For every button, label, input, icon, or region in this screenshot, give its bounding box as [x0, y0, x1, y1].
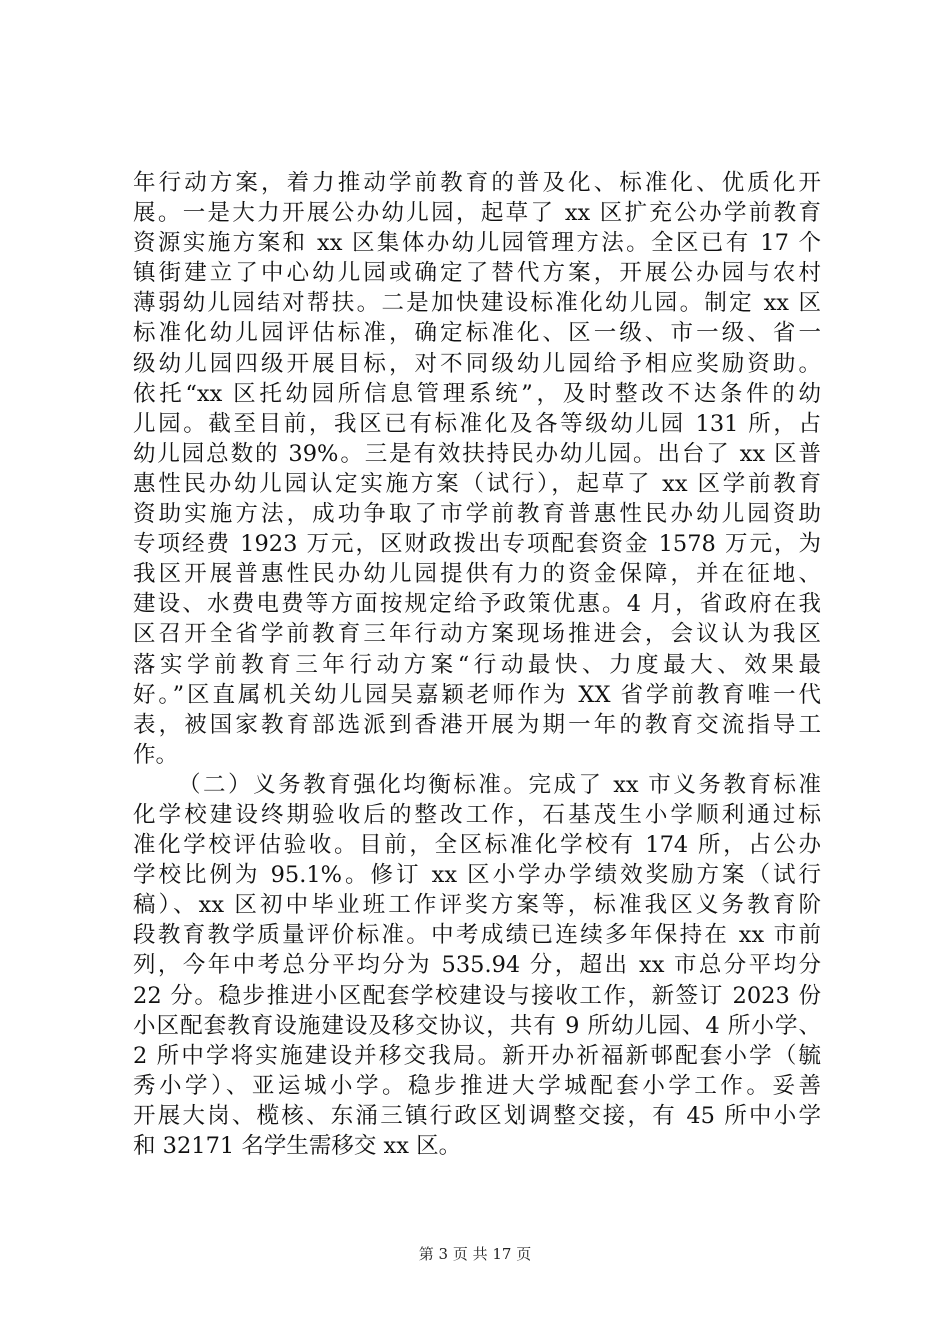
- document-body: [133, 168, 821, 1161]
- text-line: 展。一是大力开展公办幼儿园，起草了 xx 区扩充公办学前教育: [133, 200, 821, 227]
- text-line: 惠性民办幼儿园认定实施方案（试行），起草了 xx 区学前教育: [133, 470, 821, 497]
- text-line: 依托“xx 区托幼园所信息管理系统”，及时整改不达条件的幼: [133, 380, 821, 407]
- text-line: 小区配套教育设施建设及移交协议，共有 9 所幼儿园、4 所小学、: [133, 1012, 821, 1039]
- text-line: 2 所中学将实施建设并移交我局。新开办祈福新邨配套小学（毓: [133, 1042, 821, 1069]
- text-line: 资源实施方案和 xx 区集体办幼儿园管理方法。全区已有 17 个: [133, 230, 821, 257]
- paragraph: [133, 770, 821, 1161]
- text-line: 建设、水费电费等方面按规定给予政策优惠。4 月，省政府在我: [133, 591, 821, 618]
- text-line: 镇街建立了中心幼儿园或确定了替代方案，开展公办园与农村: [133, 260, 821, 287]
- text-line: 专项经费 1923 万元，区财政拨出专项配套资金 1578 万元，为: [133, 531, 821, 558]
- text-line: 表，被国家教育部选派到香港开展为期一年的教育交流指导工: [133, 711, 821, 738]
- text-line: 秀小学）、亚运城小学。稳步推进大学城配套小学工作。妥善: [133, 1072, 821, 1099]
- text-line: 儿园。截至目前，我区已有标准化及各等级幼儿园 131 所，占: [133, 410, 821, 437]
- text-line: 区召开全省学前教育三年行动方案现场推进会，会议认为我区: [133, 621, 821, 648]
- text-line: 资助实施方法，成功争取了市学前教育普惠性民办幼儿园资助: [133, 501, 821, 528]
- text-line: 化学校建设终期验收后的整改工作，石基茂生小学顺利通过标: [133, 801, 821, 828]
- text-line: 开展大岗、榄核、东涌三镇行政区划调整交接，有 45 所中小学: [133, 1102, 821, 1129]
- text-line: 作。: [133, 741, 179, 768]
- text-line: 段教育教学质量评价标准。中考成绩已连续多年保持在 xx 市前: [133, 922, 821, 949]
- text-line: 薄弱幼儿园结对帮扶。二是加快建设标准化幼儿园。制定 xx 区: [133, 290, 821, 317]
- text-line: 22 分。稳步推进小区配套学校建设与接收工作，新签订 2023 份: [133, 982, 821, 1009]
- page-footer: 第 3 页 共 17 页: [418, 1245, 532, 1263]
- paragraph: [133, 168, 821, 770]
- text-line: 级幼儿园四级开展目标，对不同级幼儿园给予相应奖励资助。: [133, 350, 821, 377]
- text-line: 年行动方案，着力推动学前教育的普及化、标准化、优质化开: [133, 170, 821, 196]
- text-line: 我区开展普惠性民办幼儿园提供有力的资金保障，并在征地、: [133, 561, 821, 588]
- text-line: 好。”区直属机关幼儿园吴嘉颖老师作为 XX 省学前教育唯一代: [133, 681, 821, 708]
- text-line: 学校比例为 95.1%。修订 xx 区小学办学绩效奖励方案（试行: [133, 862, 821, 889]
- text-line: 列，今年中考总分平均分为 535.94 分，超出 xx 市总分平均分: [133, 952, 821, 979]
- text-line: 落实学前教育三年行动方案“行动最快、力度最大、效果最: [133, 651, 821, 678]
- text-line: 稿）、xx 区初中毕业班工作评奖方案等，标准我区义务教育阶: [133, 892, 821, 919]
- text-line: 标准化幼儿园评估标准，确定标准化、区一级、市一级、省一: [133, 320, 821, 347]
- text-line: 幼儿园总数的 39%。三是有效扶持民办幼儿园。出台了 xx 区普: [133, 440, 821, 467]
- text-line: 和 32171 名学生需移交 xx 区。: [133, 1133, 462, 1159]
- text-line: 准化学校评估验收。目前，全区标准化学校有 174 所，占公办: [133, 832, 821, 859]
- text-line: （二）义务教育强化均衡标准。完成了 xx 市义务教育标准: [178, 771, 821, 798]
